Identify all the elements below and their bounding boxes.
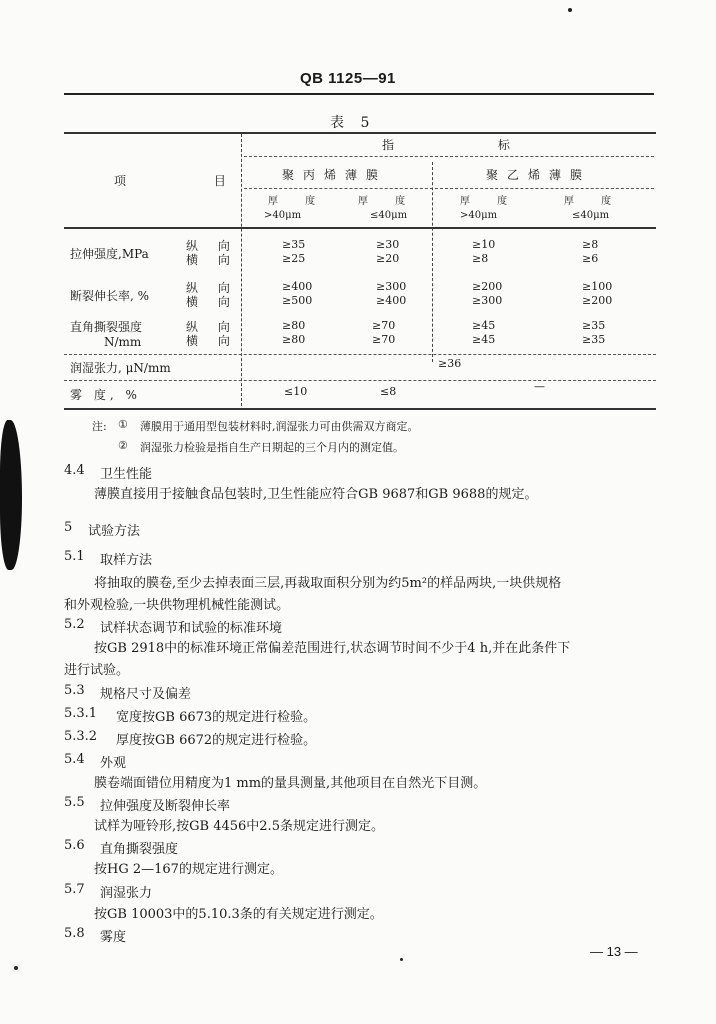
section-title: 拉伸强度及断裂伸长率 xyxy=(100,799,231,814)
header-rule xyxy=(64,93,654,95)
group-pe-film: 聚乙烯薄膜 xyxy=(486,168,592,182)
cell-value: ≥200 xyxy=(582,294,613,307)
thickness-label: 厚 度 xyxy=(460,196,520,207)
cell-value: ≥80 xyxy=(282,319,306,332)
paragraph: 将抽取的膜卷,至少去掉表面三层,再裁取面积分别为约5m²的样品两块,一块供规格 xyxy=(94,576,562,591)
row-label-tear: 直角撕裂强度 xyxy=(70,320,143,334)
direction-md: 纵 向 xyxy=(186,320,238,334)
section-number: 5.4 xyxy=(64,752,85,767)
table-top-rule xyxy=(64,132,656,134)
note-1: 薄膜用于通用型包装材料时,润湿张力可由供需双方商定。 xyxy=(140,420,419,433)
paragraph: 和外观检验,一块供物理机械性能测试。 xyxy=(64,598,290,613)
cell-value: ≥45 xyxy=(472,319,496,332)
cell-value: ≥35 xyxy=(582,333,606,346)
row-label-tensile: 拉伸强度,MPa xyxy=(70,247,149,261)
note-2: 润湿张力检验是指自生产日期起的三个月内的测定值。 xyxy=(140,441,404,454)
thickness-range: >40μm xyxy=(460,210,498,221)
cell-value: ≥300 xyxy=(472,294,503,307)
page-number: — 13 — xyxy=(590,944,638,959)
direction-td: 横 向 xyxy=(186,295,238,309)
wetting-value: ≥36 xyxy=(438,357,462,370)
cell-value: ≥6 xyxy=(582,252,599,265)
cell-value: ≥500 xyxy=(282,294,313,307)
cell-value: ≥200 xyxy=(472,280,503,293)
haze-value: ≤8 xyxy=(380,385,397,398)
direction-md: 纵 向 xyxy=(186,281,238,295)
cell-value: ≥400 xyxy=(376,294,407,307)
section-title: 雾度 xyxy=(100,930,127,945)
thickness-range: ≤40μm xyxy=(370,210,408,221)
scan-blot-left xyxy=(0,420,22,570)
group-pp-film: 聚丙烯薄膜 xyxy=(282,168,388,182)
row-label-haze: 雾 度, % xyxy=(70,388,141,402)
cell-value: ≥10 xyxy=(472,238,496,251)
section-number: 5.1 xyxy=(64,549,85,564)
section-number: 5 xyxy=(64,520,73,535)
standard-code-header: QB 1125—91 xyxy=(300,70,396,87)
section-number: 4.4 xyxy=(64,463,85,478)
section-number: 5.2 xyxy=(64,617,85,632)
row-label-tear-unit: N/mm xyxy=(104,335,142,349)
section-title: 试样状态调节和试验的标准环境 xyxy=(100,621,283,636)
section-number: 5.5 xyxy=(64,795,85,810)
haze-value: — xyxy=(534,380,545,393)
section-number: 5.3.1 xyxy=(64,706,98,721)
cell-value: ≥80 xyxy=(282,333,306,346)
paragraph: 试样为哑铃形,按GB 4456中2.5条规定进行测定。 xyxy=(94,819,384,834)
cell-value: ≥35 xyxy=(582,319,606,332)
cell-value: ≥35 xyxy=(282,238,306,251)
cell-value: ≥100 xyxy=(582,280,613,293)
row-rule xyxy=(64,354,656,355)
cell-value: ≥20 xyxy=(376,252,400,265)
section-title: 外观 xyxy=(100,756,127,771)
cell-value: ≥45 xyxy=(472,333,496,346)
section-title: 规格尺寸及偏差 xyxy=(100,687,192,702)
paragraph: 进行试验。 xyxy=(64,663,130,678)
section-number: 5.6 xyxy=(64,838,85,853)
index-rule xyxy=(244,156,654,157)
column-divider xyxy=(432,162,434,362)
cell-value: ≥70 xyxy=(372,333,396,346)
thickness-range: ≤40μm xyxy=(572,210,610,221)
section-number: 5.8 xyxy=(64,926,85,941)
spec-table xyxy=(64,132,656,410)
scan-speck xyxy=(568,8,572,12)
thickness-label: 厚 度 xyxy=(268,196,328,207)
note-marker: ② xyxy=(118,439,128,452)
thickness-label: 厚 度 xyxy=(564,196,624,207)
cell-value: ≥70 xyxy=(372,319,396,332)
section-number: 5.3.2 xyxy=(64,729,98,744)
scan-speck xyxy=(14,966,18,970)
paragraph: 薄膜直接用于接触食品包装时,卫生性能应符合GB 9687和GB 9688的规定。 xyxy=(94,487,538,502)
group-rule xyxy=(244,188,654,189)
thickness-range: >40μm xyxy=(264,210,302,221)
paragraph: 按HG 2—167的规定进行测定。 xyxy=(94,862,283,877)
table-header-rule xyxy=(64,227,656,229)
paragraph: 宽度按GB 6673的规定进行检验。 xyxy=(116,710,317,725)
cell-value: ≥400 xyxy=(282,280,313,293)
paragraph: 按GB 10003中的5.10.3条的有关规定进行测定。 xyxy=(94,907,383,922)
cell-value: ≥300 xyxy=(376,280,407,293)
direction-td: 横 向 xyxy=(186,253,238,267)
note-prefix: 注: xyxy=(92,420,107,433)
thickness-label: 厚 度 xyxy=(358,196,418,207)
section-title: 试验方法 xyxy=(88,524,141,539)
haze-value: ≤10 xyxy=(284,385,308,398)
paragraph: 膜卷端面错位用精度为1 mm的量具测量,其他项目在自然光下目测。 xyxy=(94,776,487,791)
paragraph: 按GB 2918中的标准环境正常偏差范围进行,状态调节时间不少于4 h,并在此条件下 xyxy=(94,641,571,656)
cell-value: ≥8 xyxy=(582,238,599,251)
paragraph: 厚度按GB 6672的规定进行检验。 xyxy=(116,733,317,748)
cell-value: ≥30 xyxy=(376,238,400,251)
row-rule xyxy=(64,380,656,381)
direction-md: 纵 向 xyxy=(186,239,238,253)
section-title: 卫生性能 xyxy=(100,467,153,482)
cell-value: ≥25 xyxy=(282,252,306,265)
direction-td: 横 向 xyxy=(186,334,238,348)
col-header-index: 指 标 xyxy=(382,138,560,152)
scan-speck xyxy=(400,958,403,961)
cell-value: ≥8 xyxy=(472,252,489,265)
table-caption: 表 5 xyxy=(330,115,376,131)
table-bottom-rule xyxy=(64,408,656,410)
section-title: 直角撕裂强度 xyxy=(100,842,179,857)
section-title: 润湿张力 xyxy=(100,886,153,901)
section-number: 5.7 xyxy=(64,882,85,897)
row-label-elongation: 断裂伸长率, % xyxy=(70,289,150,303)
section-number: 5.3 xyxy=(64,683,85,698)
section-title: 取样方法 xyxy=(100,553,153,568)
col-header-item: 项 目 xyxy=(114,174,268,188)
note-marker: ① xyxy=(118,418,128,431)
row-label-wetting: 润湿张力, μN/mm xyxy=(70,361,171,375)
